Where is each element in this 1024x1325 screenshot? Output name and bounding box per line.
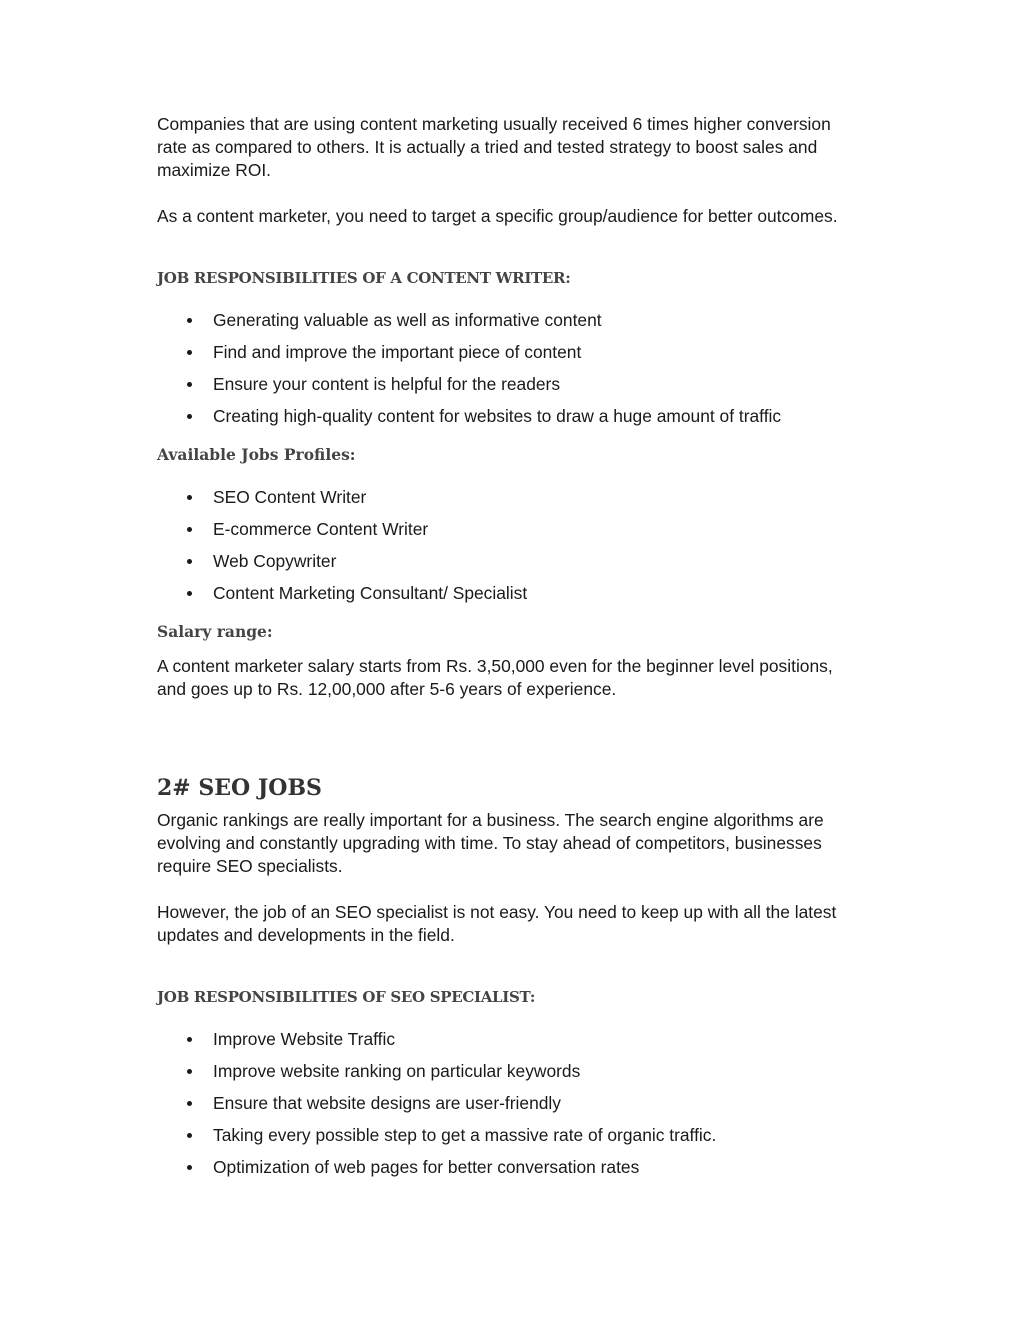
list-item: Taking every possible step to get a massive rate of organic traffic. bbox=[157, 1119, 857, 1151]
list-item: Ensure that website designs are user-friendly bbox=[157, 1087, 857, 1119]
salary-range-text: A content marketer salary starts from Rs. 3,50,000 even for the beginner level positions, and goes up to Rs. 12,00,000 after 5-6 years of experience. bbox=[157, 656, 833, 699]
list-item: SEO Content Writer bbox=[157, 481, 857, 513]
list-item: Improve Website Traffic bbox=[157, 1023, 857, 1055]
content-writer-responsibilities-heading: JOB RESPONSIBILITIES OF A CONTENT WRITER: bbox=[157, 269, 571, 287]
list-item: Improve website ranking on particular keywords bbox=[157, 1055, 857, 1087]
seo-jobs-second-paragraph: However, the job of an SEO specialist is not easy. You need to keep up with all the latest updates and developments in the field. bbox=[157, 902, 837, 945]
available-job-profiles-list bbox=[157, 481, 857, 609]
content-marketing-intro: Companies that are using content marketing usually received 6 times higher conversion rate as compared to others. It is actually a tried and tested strategy to boost sales and maximize ROI. bbox=[157, 114, 831, 180]
seo-jobs-heading: 2# SEO JOBS bbox=[157, 775, 322, 801]
list-item: Content Marketing Consultant/ Specialist bbox=[157, 577, 857, 609]
salary-range-heading: Salary range: bbox=[157, 622, 273, 641]
content-marketing-audience: As a content marketer, you need to target a specific group/audience for better outcomes. bbox=[157, 206, 838, 226]
list-item: Creating high-quality content for websites to draw a huge amount of traffic bbox=[157, 400, 857, 432]
seo-specialist-responsibilities-heading: JOB RESPONSIBILITIES OF SEO SPECIALIST: bbox=[157, 988, 536, 1006]
list-item: Optimization of web pages for better conversation rates bbox=[157, 1151, 857, 1183]
seo-specialist-responsibilities-list bbox=[157, 1023, 857, 1183]
seo-jobs-intro: Organic rankings are really important for a business. The search engine algorithms are evolving and constantly upgrading with time. To stay ahead of competitors, businesses require SEO specialists. bbox=[157, 810, 824, 876]
document-page bbox=[157, 113, 857, 1183]
available-job-profiles-heading: Available Jobs Profiles: bbox=[157, 445, 356, 464]
list-item: E-commerce Content Writer bbox=[157, 513, 857, 545]
list-item: Find and improve the important piece of content bbox=[157, 336, 857, 368]
content-writer-responsibilities-list bbox=[157, 304, 857, 432]
list-item: Ensure your content is helpful for the readers bbox=[157, 368, 857, 400]
list-item: Web Copywriter bbox=[157, 545, 857, 577]
list-item: Generating valuable as well as informative content bbox=[157, 304, 857, 336]
